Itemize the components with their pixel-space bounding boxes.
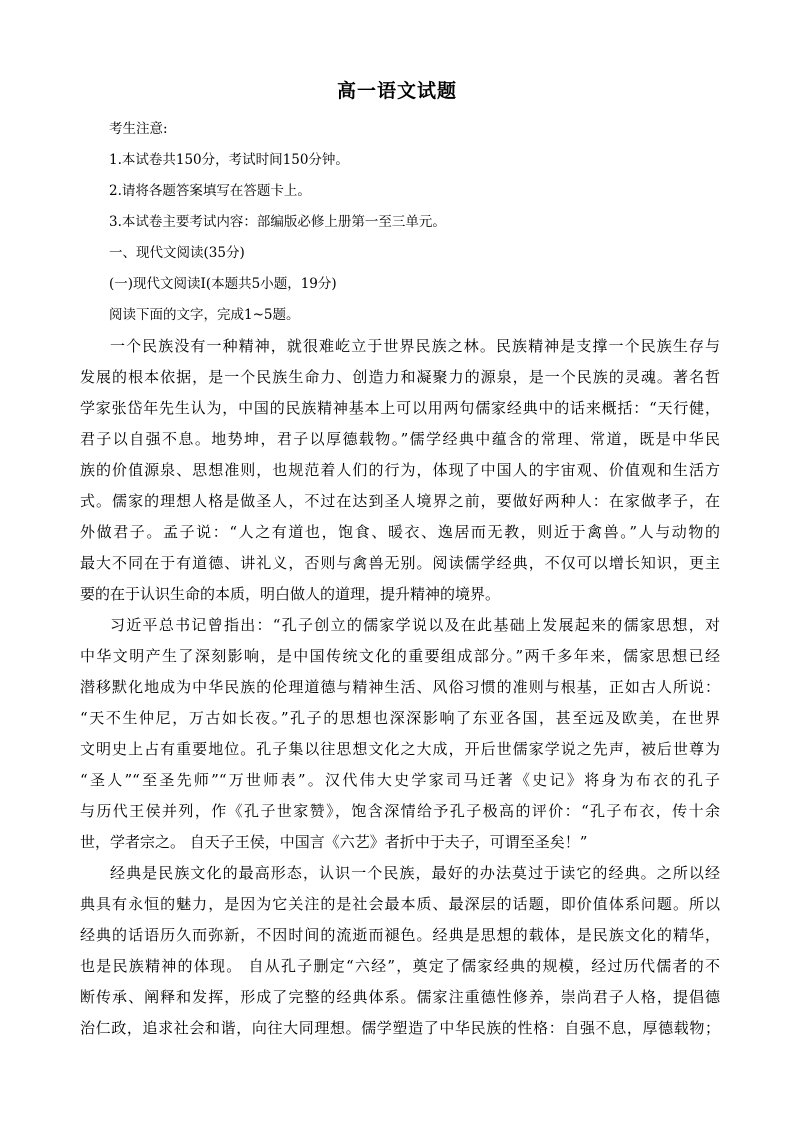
paragraph-line: 经典是民族文化的最高形态，认识一个民族，最好的办法莫过于读它的经典。之所以经 <box>110 864 720 882</box>
paragraph-line: 一个民族没有一种精神，就很难屹立于世界民族之林。民族精神是支撑一个民族生存与 <box>110 337 720 355</box>
paragraph-line: 经典的话语历久而弥新，不因时间的流逝而褪色。经典是思想的载体，是民族文化的精华， <box>80 926 720 944</box>
paragraph-line: 文明史上占有重要地位。孔子集以往思想文化之大成，开后世儒家学说之先声，被后世尊为 <box>80 740 720 758</box>
page-title: 高一语文试题 <box>336 80 457 102</box>
notice-item-1: 1.本试卷共150分，考试时间150分钟。 <box>109 152 349 168</box>
paragraph-line: 典具有永恒的魅力，是因为它关注的是社会最本质、最深层的话题，即价值体系问题。所以 <box>80 895 720 913</box>
paragraph-line: 式。儒家的理想人格是做圣人，不过在达到圣人境界之前，要做好两种人：在家做孝子，在 <box>80 492 720 510</box>
reading-instruction: 阅读下面的文字，完成1~5题。 <box>109 307 300 323</box>
paragraph-line: 也是民族精神的体现。 自从孔子删定“六经”，奠定了儒家经典的规模，经过历代儒者的不 <box>80 957 720 975</box>
notice-item-3: 3.本试卷主要考试内容：部编版必修上册第一至三单元。 <box>109 214 446 230</box>
notice-item-2: 2.请将各题答案填写在答题卡上。 <box>109 183 311 199</box>
paragraph-line: 学家张岱年先生认为，中国的民族精神基本上可以用两句儒家经典中的话来概括：“天行健， <box>80 399 720 417</box>
paragraph-line: 习近平总书记曾指出：“孔子创立的儒家学说以及在此基础上发展起来的儒家思想，对 <box>110 616 720 634</box>
paragraph-line: “天不生仲尼，万古如长夜。”孔子的思想也深深影响了东亚各国，甚至远及欧美，在世界 <box>80 709 720 727</box>
section-heading: 一、现代文阅读(35分) <box>109 245 245 261</box>
paragraph-line: 外做君子。孟子说：“人之有道也，饱食、暖衣、逸居而无教，则近于禽兽。”人与动物的 <box>80 523 720 541</box>
paragraph-line: 族的价值源泉、思想准则，也规范着人们的行为，体现了中国人的宇宙观、价值观和生活方 <box>80 461 720 479</box>
paragraph-line: 君子以自强不息。地势坤，君子以厚德载物。”儒学经典中蕴含的常理、常道，既是中华民 <box>80 430 720 448</box>
paragraph-line: 中华文明产生了深刻影响，是中国传统文化的重要组成部分。”两千多年来，儒家思想已经 <box>80 647 720 665</box>
section-sub-heading: (一)现代文阅读Ⅰ(本题共5小题，19分) <box>109 276 337 292</box>
paragraph-line: “圣人”“至圣先师”“万世师表”。汉代伟大史学家司马迁著《史记》将身为布衣的孔子 <box>80 771 720 789</box>
paragraph-line: 潜移默化地成为中华民族的伦理道德与精神生活、风俗习惯的准则与根基，正如古人所说： <box>80 678 720 696</box>
paragraph-line: 发展的根本依据，是一个民族生命力、创造力和凝聚力的源泉，是一个民族的灵魂。著名哲 <box>80 368 720 386</box>
notice-heading: 考生注意: <box>109 121 168 137</box>
paragraph-line: 最大不同在于有道德、讲礼义，否则与禽兽无别。阅读儒学经典，不仅可以增长知识，更主 <box>80 554 720 572</box>
paragraph-line: 世，学者宗之。 自天子王侯，中国言《六艺》者折中于夫子，可谓至圣矣！” <box>80 833 588 851</box>
paragraph-line: 要的在于认识生命的本质，明白做人的道理，提升精神的境界。 <box>80 585 501 603</box>
paragraph-line: 治仁政，追求社会和谐，向往大同理想。儒学塑造了中华民族的性格：自强不息，厚德载物； <box>80 1019 720 1037</box>
paragraph-line: 与历代王侯并列，作《孔子世家赞》，饱含深情给予孔子极高的评价：“孔子布衣，传十余 <box>80 802 720 820</box>
paragraph-line: 断传承、阐释和发挥，形成了完整的经典体系。儒家注重德性修养，崇尚君子人格，提倡德 <box>80 988 720 1006</box>
